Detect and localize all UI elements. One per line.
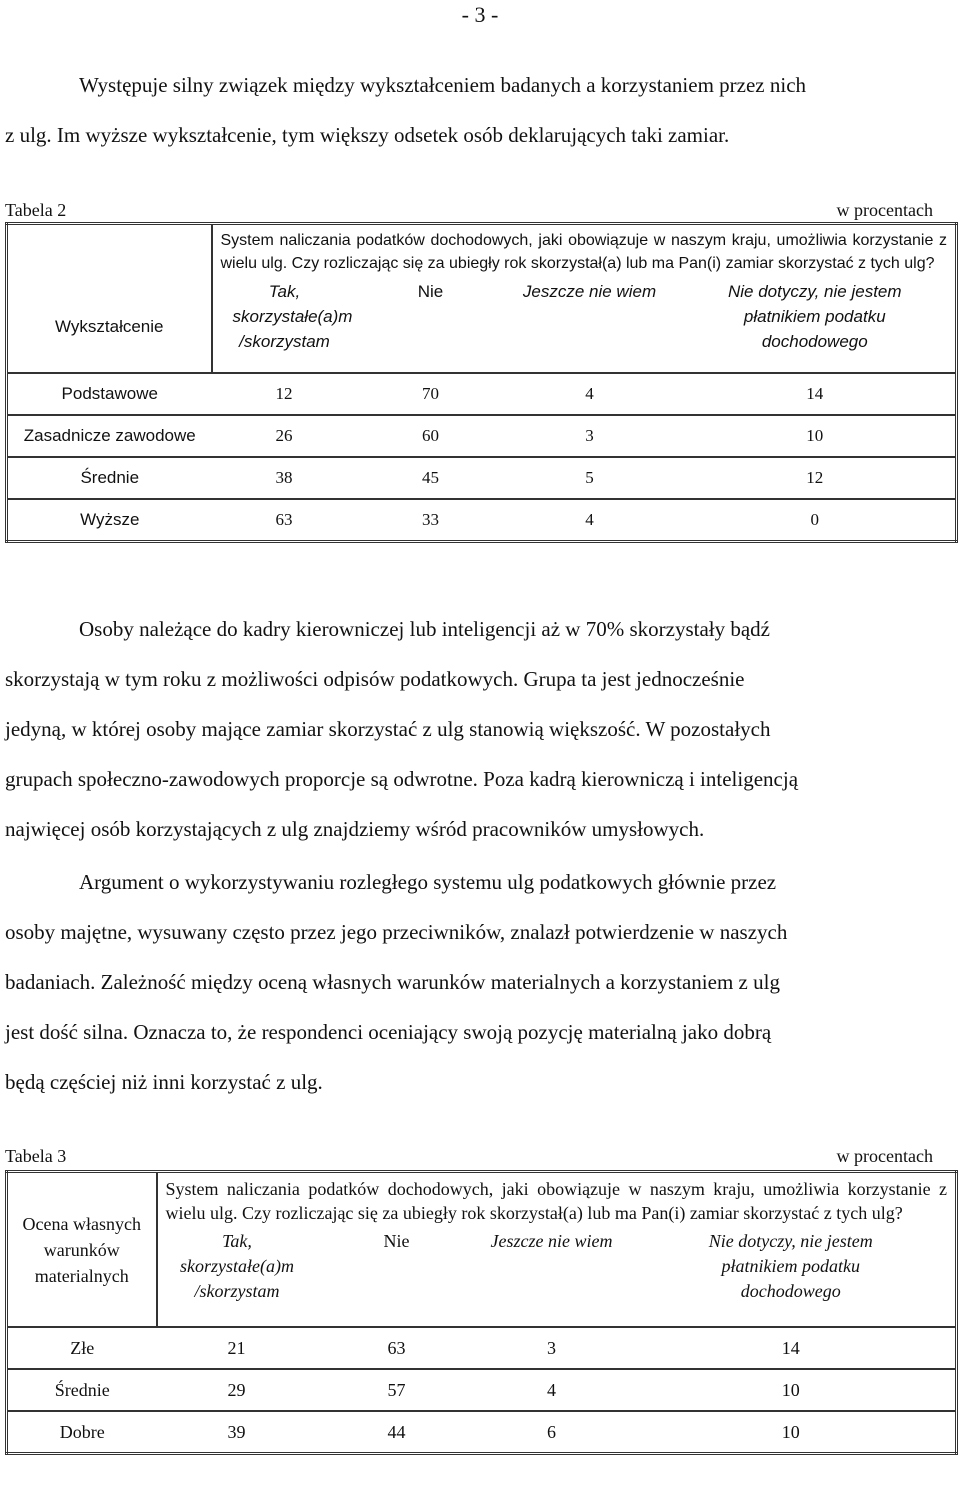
table-row <box>7 373 957 415</box>
text-line: Argument o wykorzystywaniu rozległego systemu ulg podatkowych głównie przez <box>79 870 777 894</box>
cell: 4 <box>505 373 675 415</box>
cell: 45 <box>357 457 505 499</box>
row-label: Wyższe <box>7 499 212 542</box>
table-row <box>7 1411 957 1454</box>
table-2 <box>5 222 958 543</box>
intro-line-2: z ulg. Im wyższe wykształcenie, tym większy odsetek osób deklarujących taki zamiar. <box>5 123 730 147</box>
table3-unit: w procentach <box>836 1146 933 1166</box>
row-label: Średnie <box>7 457 212 499</box>
cell: 60 <box>357 415 505 457</box>
text-line: Osoby należące do kadry kierowniczej lub inteligencji aż w 70% skorzystały bądź <box>79 617 771 641</box>
cell: 63 <box>317 1327 477 1369</box>
table2-caption: Tabela 2 <box>5 200 67 220</box>
table2-col-dont-know: Jeszcze nie wiem <box>505 275 675 373</box>
table-3 <box>5 1170 958 1455</box>
row-label: Podstawowe <box>7 373 212 415</box>
table3-caption: Tabela 3 <box>5 1146 67 1166</box>
cell: 6 <box>477 1411 627 1454</box>
text-line: będą częściej niż inni korzystać z ulg. <box>5 1070 323 1094</box>
cell: 21 <box>157 1327 317 1369</box>
cell: 63 <box>212 499 357 542</box>
cell: 39 <box>157 1411 317 1454</box>
text-line: jedyną, w której osoby mające zamiar skorzystać z ulg stanowią większość. W pozostałych <box>5 717 771 741</box>
body-paragraph-1 <box>5 604 955 854</box>
table-row <box>7 1369 957 1411</box>
body-paragraph-2 <box>5 857 955 1107</box>
text-line: grupach społeczno-zawodowych proporcje są odwrotne. Poza kadrą kierowniczą i inteligencją <box>5 767 799 791</box>
table3-col-yes: Tak, skorzystałe(a)m /skorzystam <box>157 1225 317 1327</box>
table3-question: System naliczania podatków dochodowych, jaki obowiązuje w naszym kraju, umożliwia korzystanie z wielu ulg. Czy rozliczając się za ubiegły rok skorzystał(a) lub ma Pan(i) zamiar skorzystać z tych ulg? <box>157 1172 957 1226</box>
row-label: Złe <box>7 1327 157 1369</box>
table3-col-no: Nie <box>317 1225 477 1327</box>
text-line: skorzystają w tym roku z możliwości odpisów podatkowych. Grupa ta jest jednocześnie <box>5 667 745 691</box>
cell: 10 <box>627 1369 957 1411</box>
table2-col-yes: Tak, skorzystałe(a)m /skorzystam <box>212 275 357 373</box>
cell: 33 <box>357 499 505 542</box>
table-row <box>7 499 957 542</box>
table3-col-dont-know: Jeszcze nie wiem <box>477 1225 627 1327</box>
table2-col-not-applicable: Nie dotyczy, nie jestem płatnikiem podatku dochodowego <box>675 275 957 373</box>
cell: 57 <box>317 1369 477 1411</box>
table-row <box>7 1327 957 1369</box>
cell: 12 <box>212 373 357 415</box>
page-number: - 3 - <box>461 2 499 27</box>
cell: 44 <box>317 1411 477 1454</box>
cell: 12 <box>675 457 957 499</box>
cell: 3 <box>477 1327 627 1369</box>
table3-row-header: Ocena własnych warunków materialnych <box>7 1172 157 1328</box>
cell: 38 <box>212 457 357 499</box>
table2-col-no: Nie <box>357 275 505 373</box>
text-line: osoby majętne, wysuwany często przez jego przeciwników, znalazł potwierdzenie w naszych <box>5 920 788 944</box>
table-row <box>7 457 957 499</box>
intro-paragraph <box>5 60 955 160</box>
cell: 14 <box>675 373 957 415</box>
cell: 5 <box>505 457 675 499</box>
cell: 0 <box>675 499 957 542</box>
table2-unit: w procentach <box>836 200 933 220</box>
row-label: Dobre <box>7 1411 157 1454</box>
text-line: najwięcej osób korzystających z ulg znajdziemy wśród pracowników umysłowych. <box>5 817 705 841</box>
text-line: badaniach. Zależność między oceną własnych warunków materialnych a korzystaniem z ulg <box>5 970 780 994</box>
cell: 3 <box>505 415 675 457</box>
text-line: jest dość silna. Oznacza to, że respondenci oceniający swoją pozycję materialną jako dobrą <box>5 1020 772 1044</box>
cell: 4 <box>505 499 675 542</box>
table2-question: System naliczania podatków dochodowych, jaki obowiązuje w naszym kraju, umożliwia korzystanie z wielu ulg. Czy rozliczając się za ubiegły rok skorzystał(a) lub ma Pan(i) zamiar skorzystać z tych ulg? <box>212 224 957 276</box>
intro-line-1: Występuje silny związek między wykształceniem badanych a korzystaniem przez nich <box>79 73 807 97</box>
table3-col-not-applicable: Nie dotyczy, nie jestem płatnikiem podatku dochodowego <box>627 1225 957 1327</box>
cell: 10 <box>675 415 957 457</box>
cell: 14 <box>627 1327 957 1369</box>
table2-row-header: Wykształcenie <box>7 224 212 374</box>
cell: 10 <box>627 1411 957 1454</box>
cell: 4 <box>477 1369 627 1411</box>
row-label: Zasadnicze zawodowe <box>7 415 212 457</box>
cell: 70 <box>357 373 505 415</box>
cell: 26 <box>212 415 357 457</box>
table-row <box>7 415 957 457</box>
cell: 29 <box>157 1369 317 1411</box>
row-label: Średnie <box>7 1369 157 1411</box>
